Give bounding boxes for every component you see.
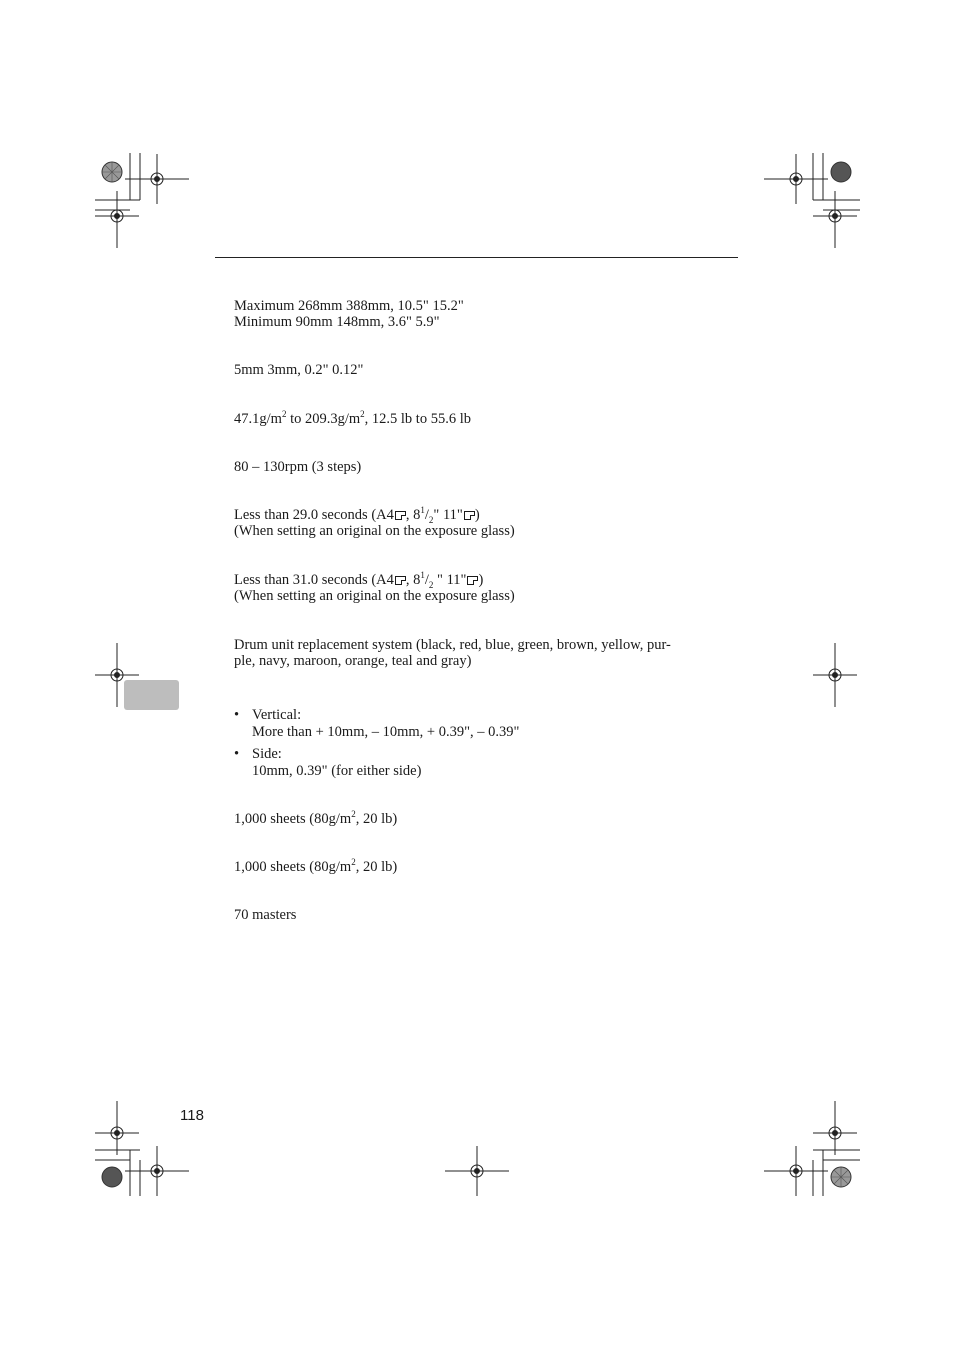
- superscript: 2: [351, 857, 356, 868]
- image-shift-side-value: 10mm, 0.39" (for either side): [252, 763, 422, 779]
- paper-orientation-icon: [464, 511, 475, 520]
- delivery-capacity: [234, 859, 397, 875]
- registration-target-icon: [117, 216, 118, 217]
- paper-weight: [234, 411, 471, 427]
- paper-weight-min: 47.1g/m: [234, 411, 282, 427]
- color-wheel-icon: [112, 172, 113, 173]
- superscript: 1: [420, 505, 425, 516]
- first-print-label: Less than 31.0 seconds (A4: [234, 572, 394, 588]
- close-paren: ): [478, 572, 484, 588]
- registration-target-icon: [835, 1133, 836, 1134]
- color-wheel-icon: [841, 172, 842, 173]
- paper-orientation-icon: [395, 576, 406, 585]
- fraction-slash: /: [424, 572, 429, 588]
- registration-target-icon: [796, 1171, 797, 1172]
- size-text: , 8: [405, 572, 421, 588]
- page-number: 118: [180, 1107, 204, 1124]
- image-shift-vertical-label: [234, 707, 301, 723]
- first-print-time-1: [234, 507, 480, 523]
- paper-orientation-icon: [467, 576, 478, 585]
- capacity-text: , 20 lb): [355, 811, 398, 827]
- list-item-label: Vertical:: [252, 707, 302, 723]
- superscript: 2: [360, 409, 365, 420]
- print-area-min: Minimum 90mm 148mm, 3.6" 5.9": [234, 314, 440, 330]
- master-capacity: 70 masters: [234, 907, 297, 923]
- color-wheel-icon: [112, 1177, 113, 1178]
- capacity-text: 1,000 sheets (80g/m: [234, 811, 352, 827]
- capacity-text: , 20 lb): [355, 859, 398, 875]
- registration-target-icon: [117, 1133, 118, 1134]
- color-line-2: ple, navy, maroon, orange, teal and gray): [234, 653, 472, 669]
- color-wheel-icon: [841, 1177, 842, 1178]
- registration-target-icon: [157, 179, 158, 180]
- close-paren: ): [474, 507, 480, 523]
- fraction-slash: /: [424, 507, 429, 523]
- image-shift-vertical-value: More than + 10mm, – 10mm, + 0.39", – 0.39": [252, 724, 520, 740]
- registration-target-icon: [477, 1171, 478, 1172]
- bullet: •: [234, 746, 240, 762]
- registration-target-icon: [117, 675, 118, 676]
- first-print-note-2: (When setting an original on the exposure glass): [234, 588, 515, 604]
- size-text: " 11": [433, 572, 467, 588]
- superscript: 1: [420, 570, 425, 581]
- first-print-time-2: [234, 572, 483, 588]
- paper-weight-lb: , 12.5 lb to 55.6 lb: [364, 411, 471, 427]
- feed-capacity: [234, 811, 397, 827]
- subscript: 2: [428, 579, 434, 590]
- print-area-max: Maximum 268mm 388mm, 10.5" 15.2": [234, 298, 464, 314]
- capacity-text: 1,000 sheets (80g/m: [234, 859, 352, 875]
- superscript: 2: [351, 809, 356, 820]
- image-shift-side-label: [234, 746, 282, 762]
- registration-target-icon: [157, 1171, 158, 1172]
- bullet: •: [234, 707, 240, 723]
- first-print-label: Less than 29.0 seconds (A4: [234, 507, 394, 523]
- superscript: 2: [281, 409, 287, 420]
- color-line-1: Drum unit replacement system (black, red, blue, green, brown, yellow, pur-: [234, 637, 671, 653]
- subscript: 2: [428, 514, 434, 525]
- size-text: " 11": [433, 507, 463, 523]
- first-print-note-1: (When setting an original on the exposure glass): [234, 523, 515, 539]
- registration-target-icon: [796, 179, 797, 180]
- list-item-label: Side:: [252, 746, 282, 762]
- registration-target-icon: [835, 675, 836, 676]
- paper-orientation-icon: [395, 511, 406, 520]
- size-text: , 8: [405, 507, 421, 523]
- paper-weight-max: to 209.3g/m: [286, 411, 361, 427]
- registration-target-icon: [835, 216, 836, 217]
- margin-value: 5mm 3mm, 0.2" 0.12": [234, 362, 364, 378]
- print-speed: 80 – 130rpm (3 steps): [234, 459, 362, 475]
